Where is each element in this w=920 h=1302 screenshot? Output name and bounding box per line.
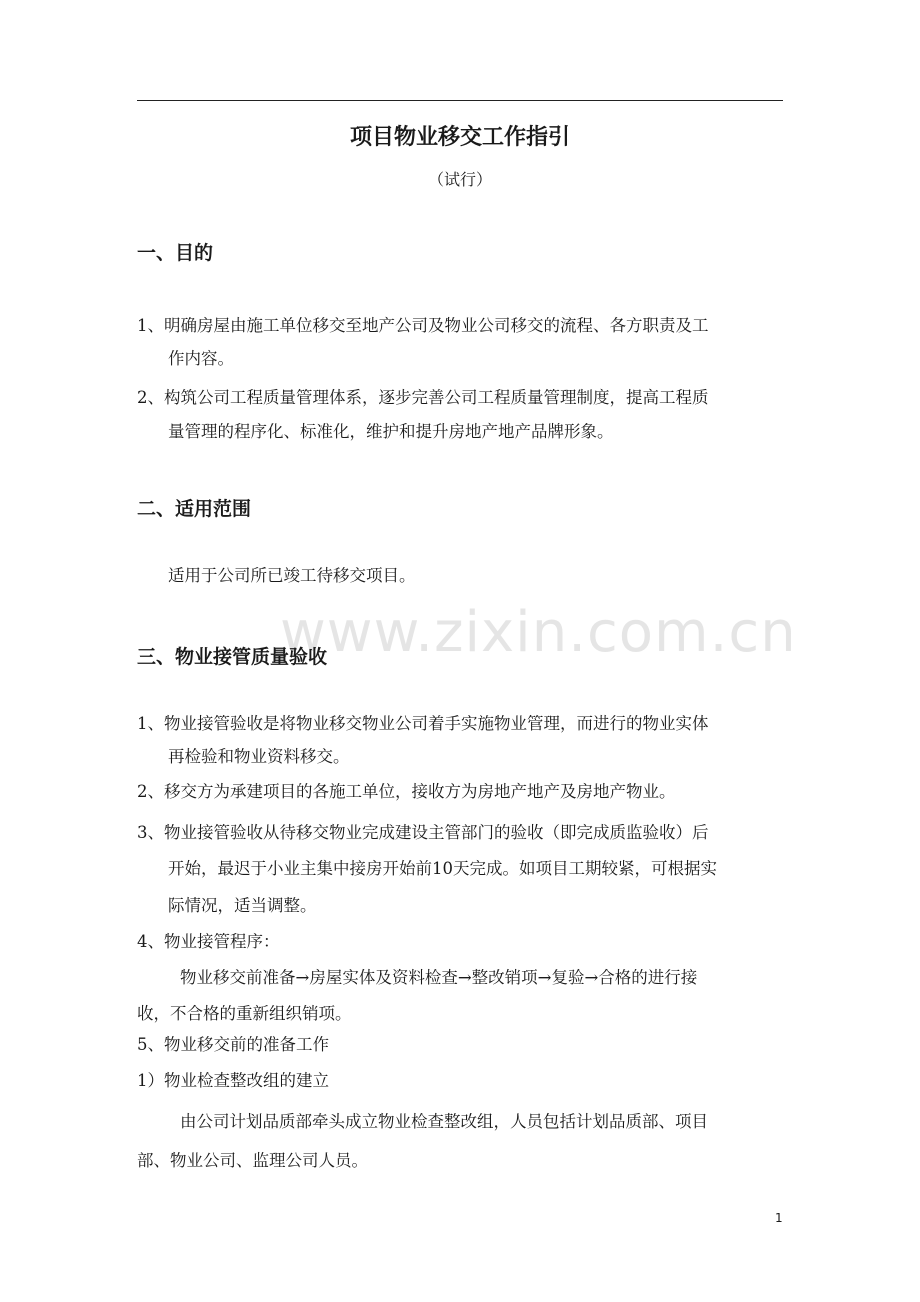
scope-text: 适用于公司所已竣工待移交项目。: [168, 566, 416, 585]
acceptance-item-4: 4、物业接管程序：: [137, 932, 280, 951]
purpose-item-2-line-2: 量管理的程序化、标准化，维护和提升房地产地产品牌形象。: [168, 422, 614, 441]
acceptance-item-3-line-2: 开始，最迟于小业主集中接房开始前10天完成。如项目工期较紧，可根据实: [168, 859, 717, 878]
document-subtitle: （试行）: [427, 170, 492, 189]
subitem-1: 1）物业检查整改组的建立: [137, 1071, 329, 1090]
purpose-item-2-line-1: 2、构筑公司工程质量管理体系，逐步完善公司工程质量管理制度，提高工程质: [137, 388, 709, 407]
acceptance-item-3-line-3: 际情况，适当调整。: [168, 896, 317, 915]
procedure-text-line-1: 物业移交前准备→房屋实体及资料检查→整改销项→复验→合格的进行接: [180, 968, 698, 987]
watermark: www.zixin.com.cn: [280, 600, 797, 665]
page-number: 1: [775, 1211, 783, 1225]
acceptance-item-1-line-1: 1、物业接管验收是将物业移交物业公司着手实施物业管理，而进行的物业实体: [137, 714, 709, 733]
section-heading-acceptance: 三、物业接管质量验收: [137, 646, 328, 668]
acceptance-item-1-line-2: 再检验和物业资料移交。: [168, 747, 350, 766]
procedure-text-line-2: 收，不合格的重新组织销项。: [137, 1004, 352, 1023]
section-heading-purpose: 一、目的: [137, 242, 214, 264]
purpose-item-1-line-1: 1、明确房屋由施工单位移交至地产公司及物业公司移交的流程、各方职责及工: [137, 316, 709, 335]
acceptance-item-5: 5、物业移交前的准备工作: [137, 1035, 329, 1054]
subitem-1-text-line-1: 由公司计划品质部牵头成立物业检查整改组，人员包括计划品质部、项目: [180, 1112, 708, 1131]
header-rule: [137, 100, 783, 101]
purpose-item-1-line-2: 作内容。: [168, 349, 234, 368]
acceptance-item-2: 2、移交方为承建项目的各施工单位，接收方为房地产地产及房地产物业。: [137, 782, 676, 801]
acceptance-item-3-line-1: 3、物业接管验收从待移交物业完成建设主管部门的验收（即完成质监验收）后: [137, 823, 709, 842]
document-title: 项目物业移交工作指引: [349, 125, 570, 150]
section-heading-scope: 二、适用范围: [137, 498, 252, 520]
subitem-1-text-line-2: 部、物业公司、监理公司人员。: [137, 1151, 368, 1170]
